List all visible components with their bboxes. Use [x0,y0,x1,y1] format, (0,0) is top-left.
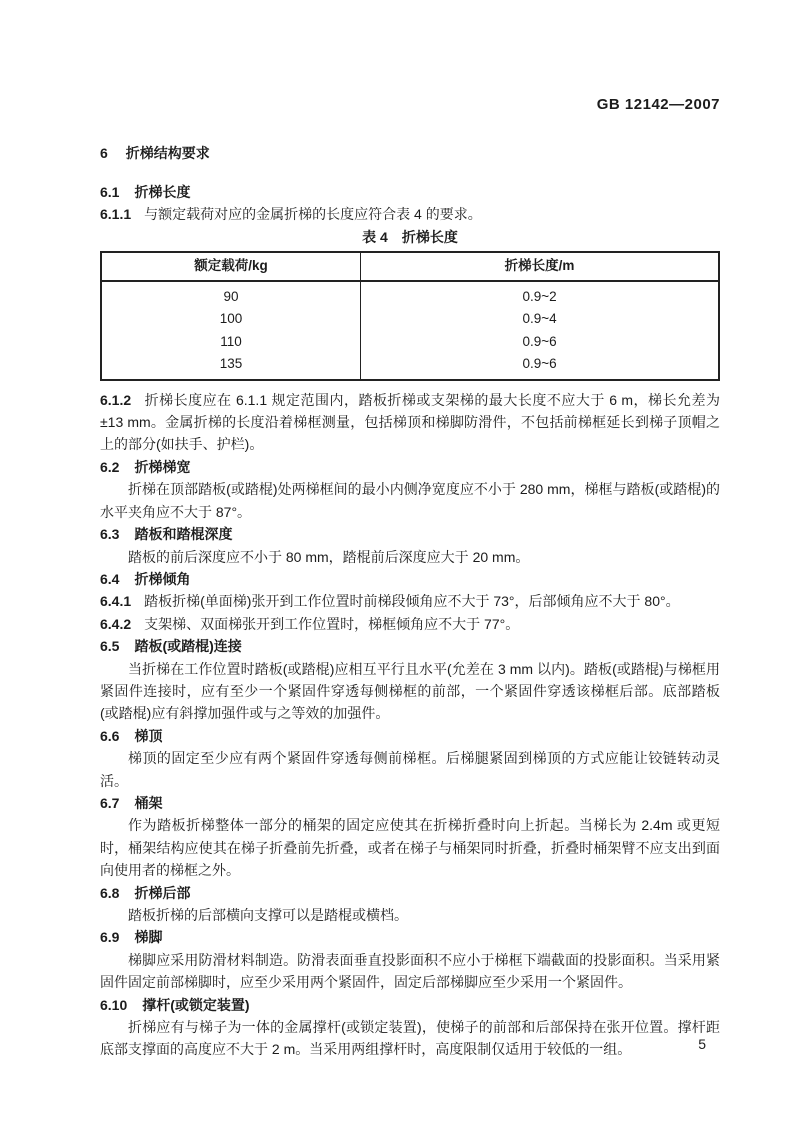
paragraph-6-6: 梯顶的固定至少应有两个紧固件穿透每侧前梯框。后梯腿紧固到梯顶的方式应能让铰链转动灵活。 [100,750,720,789]
clause-6-1-2: 6.1.2 折梯长度应在 6.1.1 规定范围内，踏板折梯或支架梯的最大长度不应大于 6 m，梯长允差为 ±13 mm。金属折梯的长度沿着梯框测量，包括梯顶和梯脚防滑件，不包括前梯框延长到梯子顶帽之上的部分(如扶手、护栏)。 [100,391,720,453]
page-number: 5 [698,1036,706,1052]
table-row: 110 0.9~6 [101,331,719,353]
table-4-caption: 表 4 折梯长度 [362,228,458,245]
section-heading-6-8: 6.8 折梯后部 [100,884,191,901]
clause-6-1-1: 6.1.1 与额定载荷对应的金属折梯的长度应符合表 4 的要求。 [100,206,482,223]
paragraph-6-5: 当折梯在工作位置时踏板(或踏棍)应相互平行且水平(允差在 3 mm 以内)。踏板(或踏棍)与梯框用紧固件连接时，应有至少一个紧固件穿透每侧梯框的前部，一个紧固件穿透该梯框后部。底部踏板(或踏棍)应有斜撑加强件或与之等效的加强件。 [100,660,720,722]
section-heading-6-3: 6.3 踏板和踏棍深度 [100,526,233,543]
paragraph-6-9: 梯脚应采用防滑材料制造。防滑表面垂直投影面积不应小于梯框下端截面的投影面积。当采用紧固件固定前部梯脚时，应至少采用两个紧固件，固定后部梯脚应至少采用一个紧固件。 [100,951,720,991]
chapter-heading-6 [100,142,720,164]
section-heading-6-4: 6.4 折梯倾角 [100,570,191,587]
column-header-rated-load: 额定载荷/kg [101,252,361,281]
table-row: 135 0.9~6 [101,353,719,379]
section-heading-6-5: 6.5 踏板(或踏棍)连接 [100,638,242,655]
paragraph-6-10: 折梯应有与梯子为一体的金属撑杆(或锁定装置)，使梯子的前部和后部保持在张开位置。撑杆距底部支撑面的高度应不大于 2 m。当采用两组撑杆时，高度限制仅适用于较低的一组。 [100,1019,720,1058]
section-heading-6-6: 6.6 梯顶 [100,727,163,744]
paragraph-6-8: 踏板折梯的后部横向支撑可以是踏棍或横档。 [128,907,408,923]
paragraph-6-7: 作为踏板折梯整体一部分的桶架的固定应使其在折梯折叠时向上折起。当梯长为 2.4m 或更短时，桶架结构应使其在梯子折叠前先折叠，或者在梯子与桶架同时折叠，折叠时桶架臂不应支出到面向使用者的梯框之外。 [100,817,720,879]
clause-6-4-1: 6.4.1 踏板折梯(单面梯)张开到工作位置时前梯段倾角应不大于 73°，后部倾角应不大于 80°。 [100,593,680,610]
chapter-number: 6 [100,145,108,162]
clause-6-4-2: 6.4.2 支架梯、双面梯张开到工作位置时，梯框倾角应不大于 77°。 [100,615,520,632]
table-4-ladder-length [100,251,720,381]
paragraph-6-2: 折梯在顶部踏板(或踏棍)处两梯框间的最小内侧净宽度应不小于 280 mm，梯框与踏板(或踏棍)的水平夹角应不大于 87°。 [100,481,720,520]
table-header-row [101,252,719,281]
section-heading-6-7: 6.7 桶架 [100,794,163,811]
section-heading-6-9: 6.9 梯脚 [100,929,163,946]
column-header-ladder-length: 折梯长度/m [361,252,719,281]
section-heading-6-2: 6.2 折梯梯宽 [100,458,191,475]
table-row: 100 0.9~4 [101,308,719,330]
page-content [100,94,720,1061]
standard-code: GB 12142—2007 [596,96,720,113]
table-row: 90 0.9~2 [101,281,719,308]
section-heading-6-1: 6.1 折梯长度 [100,183,191,200]
paragraph-6-3: 踏板的前后深度应不小于 80 mm，踏棍前后深度应大于 20 mm。 [128,548,530,565]
chapter-title: 折梯结构要求 [125,145,210,162]
section-heading-6-10: 6.10 撑杆(或锁定装置) [100,996,250,1013]
